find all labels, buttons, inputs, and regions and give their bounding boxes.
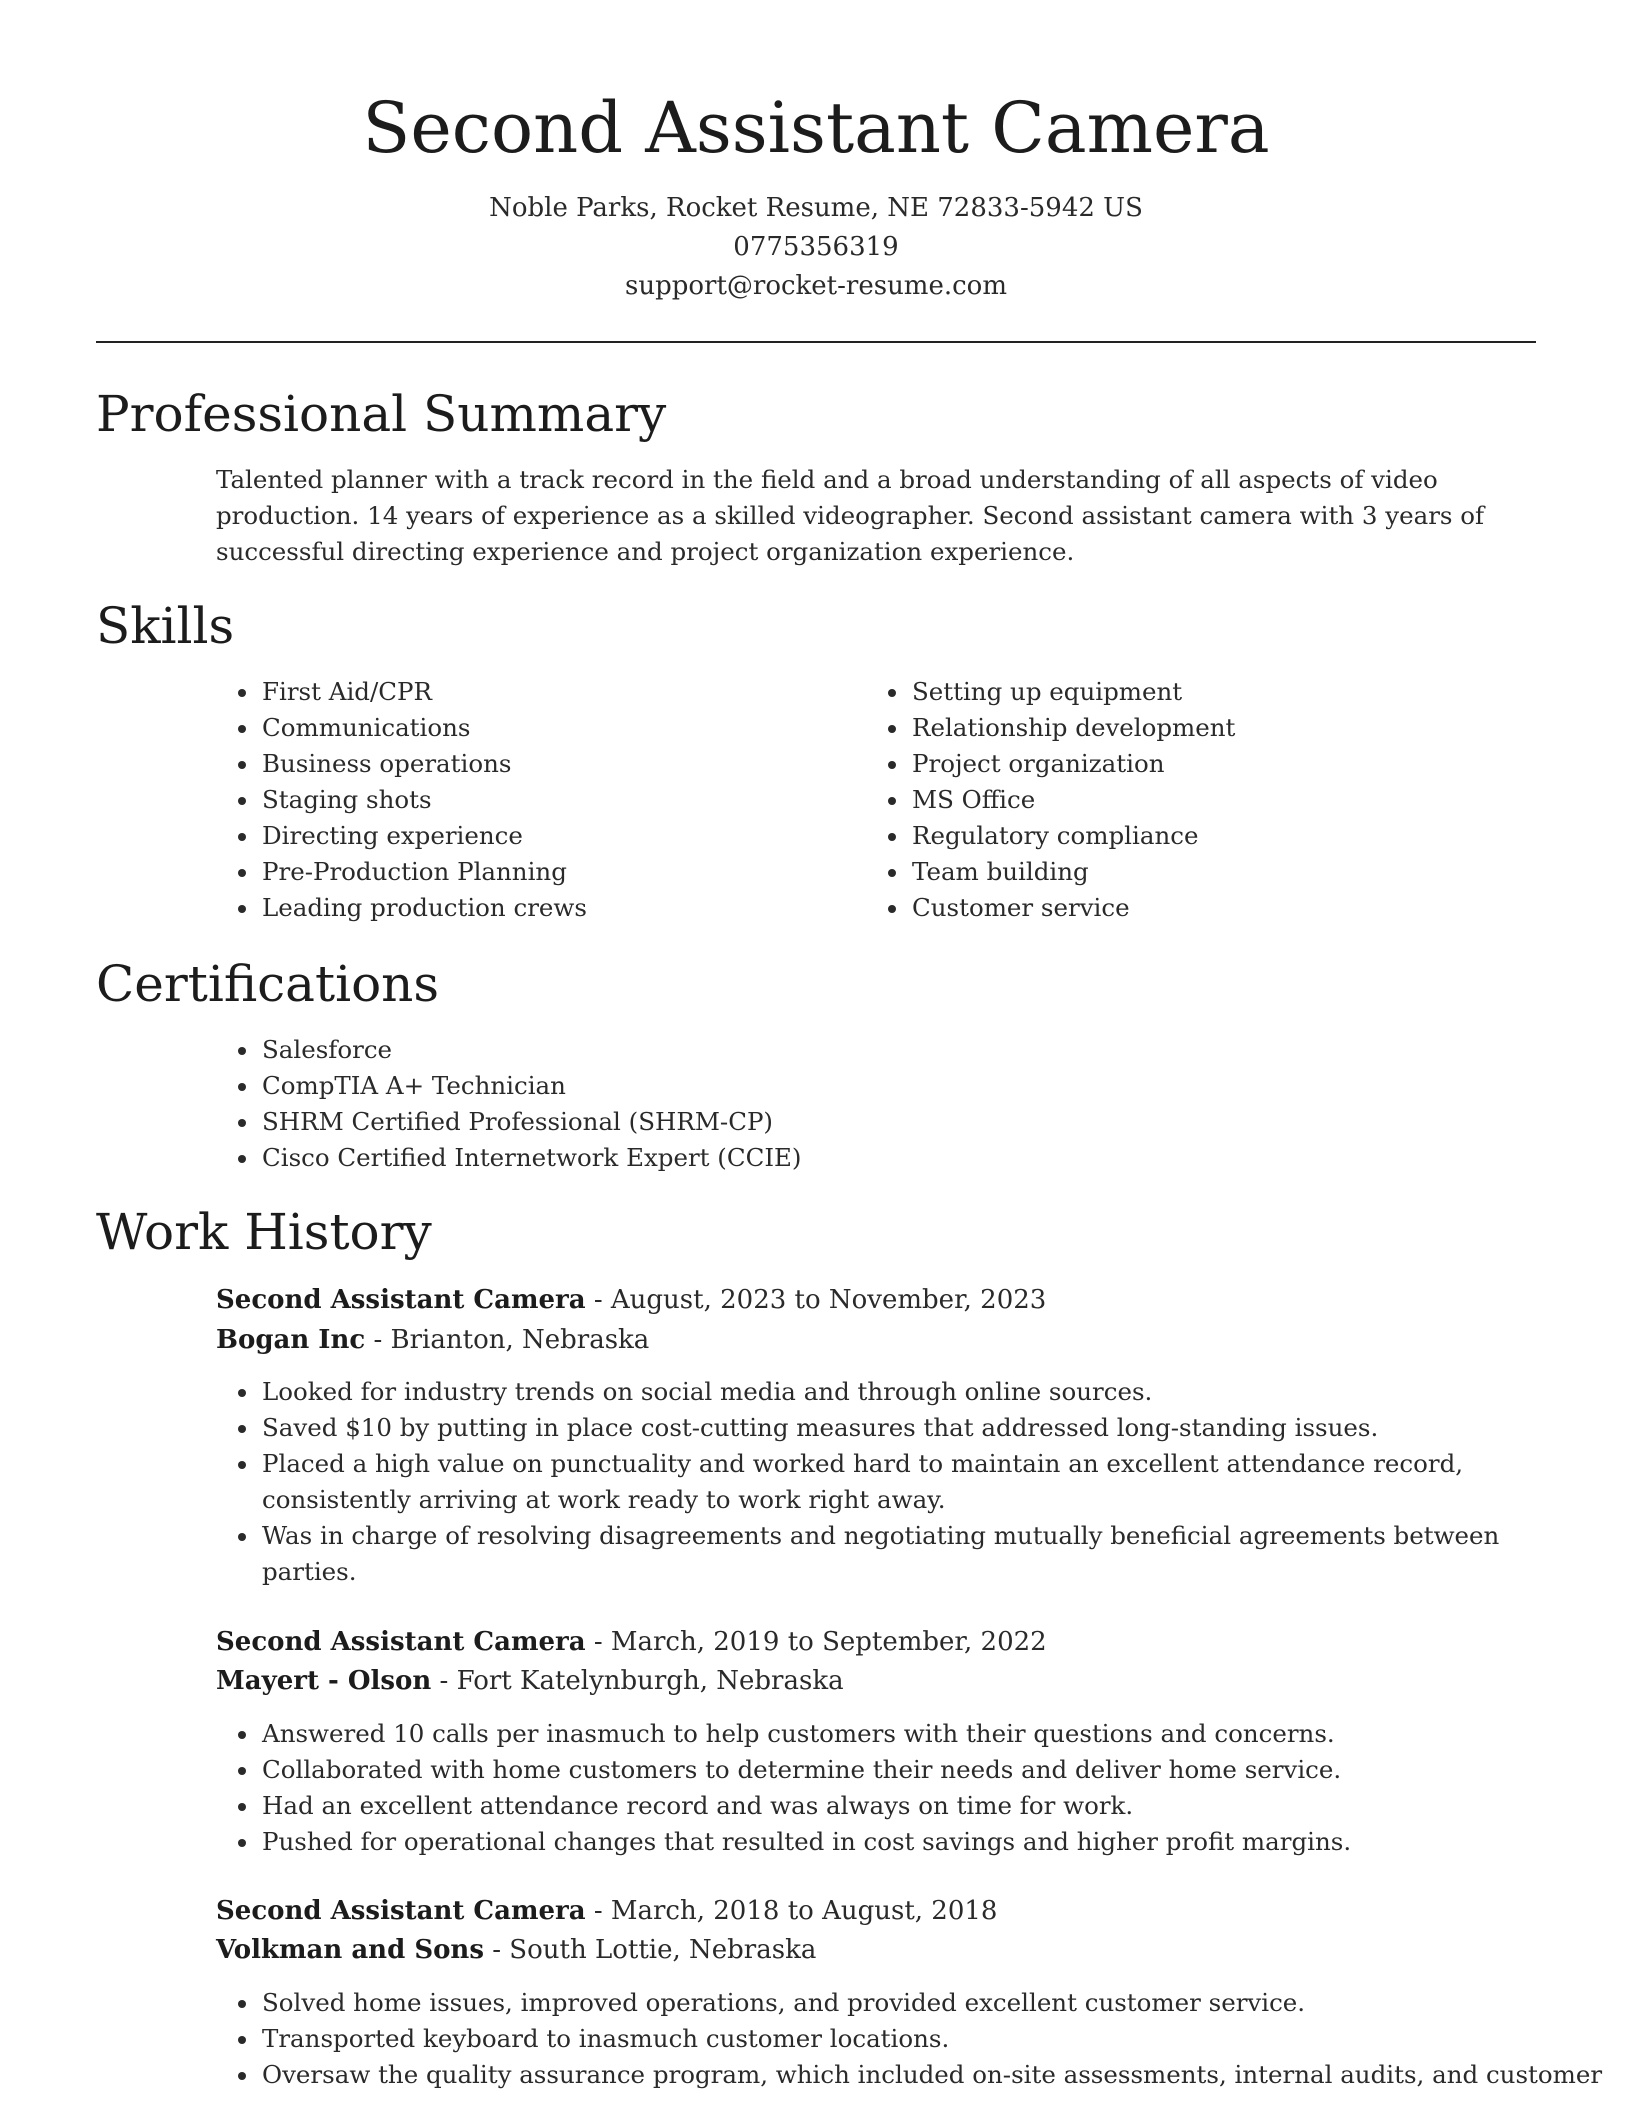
contact-address: Noble Parks, Rocket Resume, NE 72833-5942 US: [489, 193, 1143, 223]
job-title: Second Assistant Camera: [216, 1896, 586, 1926]
certification-item: • SHRM Certified Professional (SHRM-CP): [260, 1104, 1460, 1140]
skill-item: • Pre-Production Planning: [260, 854, 820, 890]
skill-item: • Project organization: [910, 746, 1510, 782]
job-title-line: [216, 1280, 1046, 1320]
job-dates: - March, 2018 to August, 2018: [585, 1896, 998, 1926]
job-bullets: [216, 1985, 1603, 2093]
summary-heading: Professional Summary: [96, 385, 667, 443]
job-title-line: [216, 1891, 997, 1931]
skill-item: • Directing experience: [260, 818, 820, 854]
skills-heading: Skills: [96, 597, 235, 655]
certifications-heading: Certifications: [96, 955, 440, 1013]
skill-item: • Setting up equipment: [910, 674, 1510, 710]
job-bullet: • Looked for industry trends on social media and through online sources.: [260, 1374, 1510, 1410]
job-title-line: [216, 1622, 1047, 1662]
skill-item: • Business operations: [260, 746, 820, 782]
job-location: - Fort Katelynburgh, Nebraska: [431, 1666, 844, 1696]
job-company-line: [216, 1320, 649, 1360]
skill-item: • Leading production crews: [260, 890, 820, 926]
job-location: - South Lottie, Nebraska: [483, 1935, 817, 1965]
job-bullet: • Saved $10 by putting in place cost-cutting measures that addressed long-standing issues.: [260, 1410, 1510, 1446]
job-company: Mayert - Olson: [216, 1666, 432, 1696]
skill-item: • Team building: [910, 854, 1510, 890]
job-bullet: • Was in charge of resolving disagreements and negotiating mutually beneficial agreements between parties.: [260, 1518, 1510, 1590]
job-title: Second Assistant Camera: [216, 1285, 586, 1315]
job-company-line: [216, 1930, 816, 1970]
contact-email: support@rocket-resume.com: [624, 271, 1007, 301]
job-bullets: [216, 1374, 1510, 1590]
certifications-list: [216, 1032, 1460, 1176]
job-dates: - August, 2023 to November, 2023: [585, 1285, 1047, 1315]
candidate-name: Second Assistant Camera: [362, 87, 1270, 169]
job-bullet: • Solved home issues, improved operations, and provided excellent customer service.: [260, 1985, 1560, 2021]
certification-item: • Cisco Certified Internetwork Expert (CCIE): [260, 1140, 1460, 1176]
job-company: Bogan Inc: [216, 1325, 366, 1355]
job-dates: - March, 2019 to September, 2022: [585, 1627, 1047, 1657]
job-company: Volkman and Sons: [216, 1935, 484, 1965]
job-bullet: • Oversaw the quality assurance program, which included on-site assessments, internal audits, and customer: [260, 2057, 1560, 2093]
skills-list-left: [216, 674, 820, 926]
skill-item: • MS Office: [910, 782, 1510, 818]
contact-block: [0, 189, 1632, 306]
job-bullet: • Transported keyboard to inasmuch customer locations.: [260, 2021, 1560, 2057]
job-bullet: • Had an excellent attendance record and was always on time for work.: [260, 1788, 1510, 1824]
certification-item: • CompTIA A+ Technician: [260, 1068, 1460, 1104]
skill-item: • Regulatory compliance: [910, 818, 1510, 854]
job-bullet: • Placed a high value on punctuality and worked hard to maintain an excellent attendance record, consistently arriving at work ready to work right away.: [260, 1446, 1510, 1518]
certification-item: • Salesforce: [260, 1032, 1460, 1068]
header-divider: [96, 341, 1536, 343]
skills-list-right: [866, 674, 1510, 926]
contact-phone: 0775356319: [733, 232, 899, 262]
job-location: - Brianton, Nebraska: [365, 1325, 650, 1355]
skill-item: • Customer service: [910, 890, 1510, 926]
skill-item: • Communications: [260, 710, 820, 746]
job-company-line: [216, 1661, 844, 1701]
job-bullet: • Pushed for operational changes that resulted in cost savings and higher profit margins.: [260, 1824, 1510, 1860]
skill-item: • First Aid/CPR: [260, 674, 820, 710]
skill-item: • Relationship development: [910, 710, 1510, 746]
job-title: Second Assistant Camera: [216, 1627, 586, 1657]
summary-text: Talented planner with a track record in the field and a broad understanding of all aspects of video production. 14 years of experience as a skilled videographer. Second assistant camera with 3 years of successful directing experience and project organization experience.: [216, 465, 1485, 566]
skill-item: • Staging shots: [260, 782, 820, 818]
job-bullet: • Collaborated with home customers to determine their needs and deliver home service.: [260, 1752, 1510, 1788]
job-bullets: [216, 1716, 1510, 1860]
job-bullet: • Answered 10 calls per inasmuch to help customers with their questions and concerns.: [260, 1716, 1510, 1752]
work-history-heading: Work History: [96, 1203, 432, 1261]
